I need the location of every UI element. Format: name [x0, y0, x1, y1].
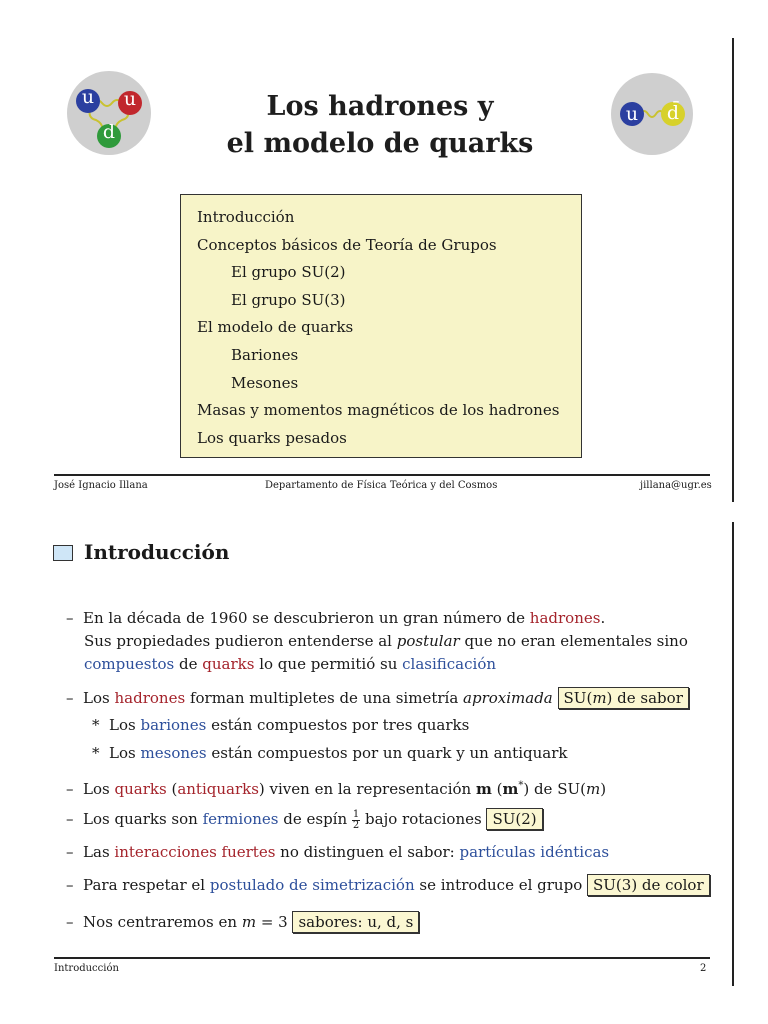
baryon-quark-u1: u: [81, 86, 95, 108]
toc-item-quarks-pesados[interactable]: Los quarks pesados: [197, 428, 347, 447]
toc-item-modelo-quarks[interactable]: El modelo de quarks: [197, 318, 354, 337]
term-quarks: quarks: [202, 655, 255, 673]
footer-page-number: 2: [700, 963, 707, 974]
meson-quark-u: u: [625, 103, 639, 125]
title-line-2: el modelo de quarks: [226, 128, 534, 159]
spin-fraction: $\frac{1}{2}$: [352, 808, 360, 831]
su2-box: SU(2): [486, 808, 542, 830]
section-box-icon: [53, 545, 73, 561]
su3-color-box: SU(3) de color: [587, 874, 710, 896]
toc-item-bariones[interactable]: Bariones: [231, 345, 299, 364]
footer-author: José Ignacio Illana: [54, 480, 148, 491]
term-compuestos: compuestos: [84, 655, 175, 673]
section-title: Introducción: [84, 540, 230, 564]
bullet-4: – Los quarks son fermiones de espín $\frac{1}{2}$ bajo rotaciones SU(2): [66, 808, 543, 831]
toc-item-mesones[interactable]: Mesones: [231, 373, 299, 392]
toc-item-su2[interactable]: El grupo SU(2): [231, 263, 346, 282]
term-hadrones: hadrones: [529, 609, 601, 627]
slide2-right-edge: [732, 522, 734, 986]
bullet-2-sub-2: * Los mesones están compuestos por un quark y un antiquark: [92, 744, 568, 762]
bullet-1-line-2: Sus propiedades pudieron entenderse al postular que no eran elementales sino: [84, 632, 688, 650]
toc-item-masas[interactable]: Masas y momentos magnéticos de los hadrones: [197, 401, 560, 420]
bullet-7: – Nos centraremos en m = 3 sabores: u, d, s: [66, 911, 419, 933]
bullet-2: – Los hadrones forman multipletes de una simetría aproximada SU(m) de sabor: [66, 687, 689, 709]
slide1-right-edge: [732, 38, 734, 502]
baryon-quark-u2: u: [123, 88, 137, 110]
bullet-2-sub-1: * Los bariones están compuestos por tres quarks: [92, 716, 470, 734]
footer-department: Departamento de Física Teórica y del Cosmos: [265, 480, 498, 491]
slide2-footer-rule: [54, 957, 710, 959]
table-of-contents: [180, 194, 582, 458]
title-line-1: Los hadrones y: [266, 91, 494, 122]
meson-antiquark-d: d̄: [666, 102, 680, 124]
bullet-5: – Las interacciones fuertes no distinguen el sabor: partículas idénticas: [66, 843, 610, 861]
bullet-6: – Para respetar el postulado de simetrización se introduce el grupo SU(3) de color: [66, 874, 710, 896]
baryon-quark-d: d: [102, 121, 116, 143]
term-clasificacion: clasificación: [402, 655, 497, 673]
bullet-3: – Los quarks (antiquarks) viven en la representación m (m*) de SU(m): [66, 780, 607, 798]
footer-email: jillana@ugr.es: [640, 480, 712, 491]
meson-logo: [610, 72, 694, 156]
bullet-1-line-1: – En la década de 1960 se descubrieron un gran número de hadrones.: [66, 609, 606, 627]
toc-item-teoria-grupos[interactable]: Conceptos básicos de Teoría de Grupos: [197, 235, 497, 254]
footer-section: Introducción: [54, 963, 119, 974]
toc-item-su3[interactable]: El grupo SU(3): [231, 290, 346, 309]
bullet-1-line-3: compuestos de quarks lo que permitió su clasificación: [84, 655, 497, 673]
baryon-logo: [66, 70, 152, 156]
slide1-footer-rule: [54, 474, 710, 476]
slide-title: [190, 88, 570, 162]
toc-item-introduccion[interactable]: Introducción: [197, 208, 295, 226]
su-m-sabor-box: SU(m) de sabor: [558, 687, 689, 709]
sabores-box: sabores: u, d, s: [292, 911, 419, 933]
